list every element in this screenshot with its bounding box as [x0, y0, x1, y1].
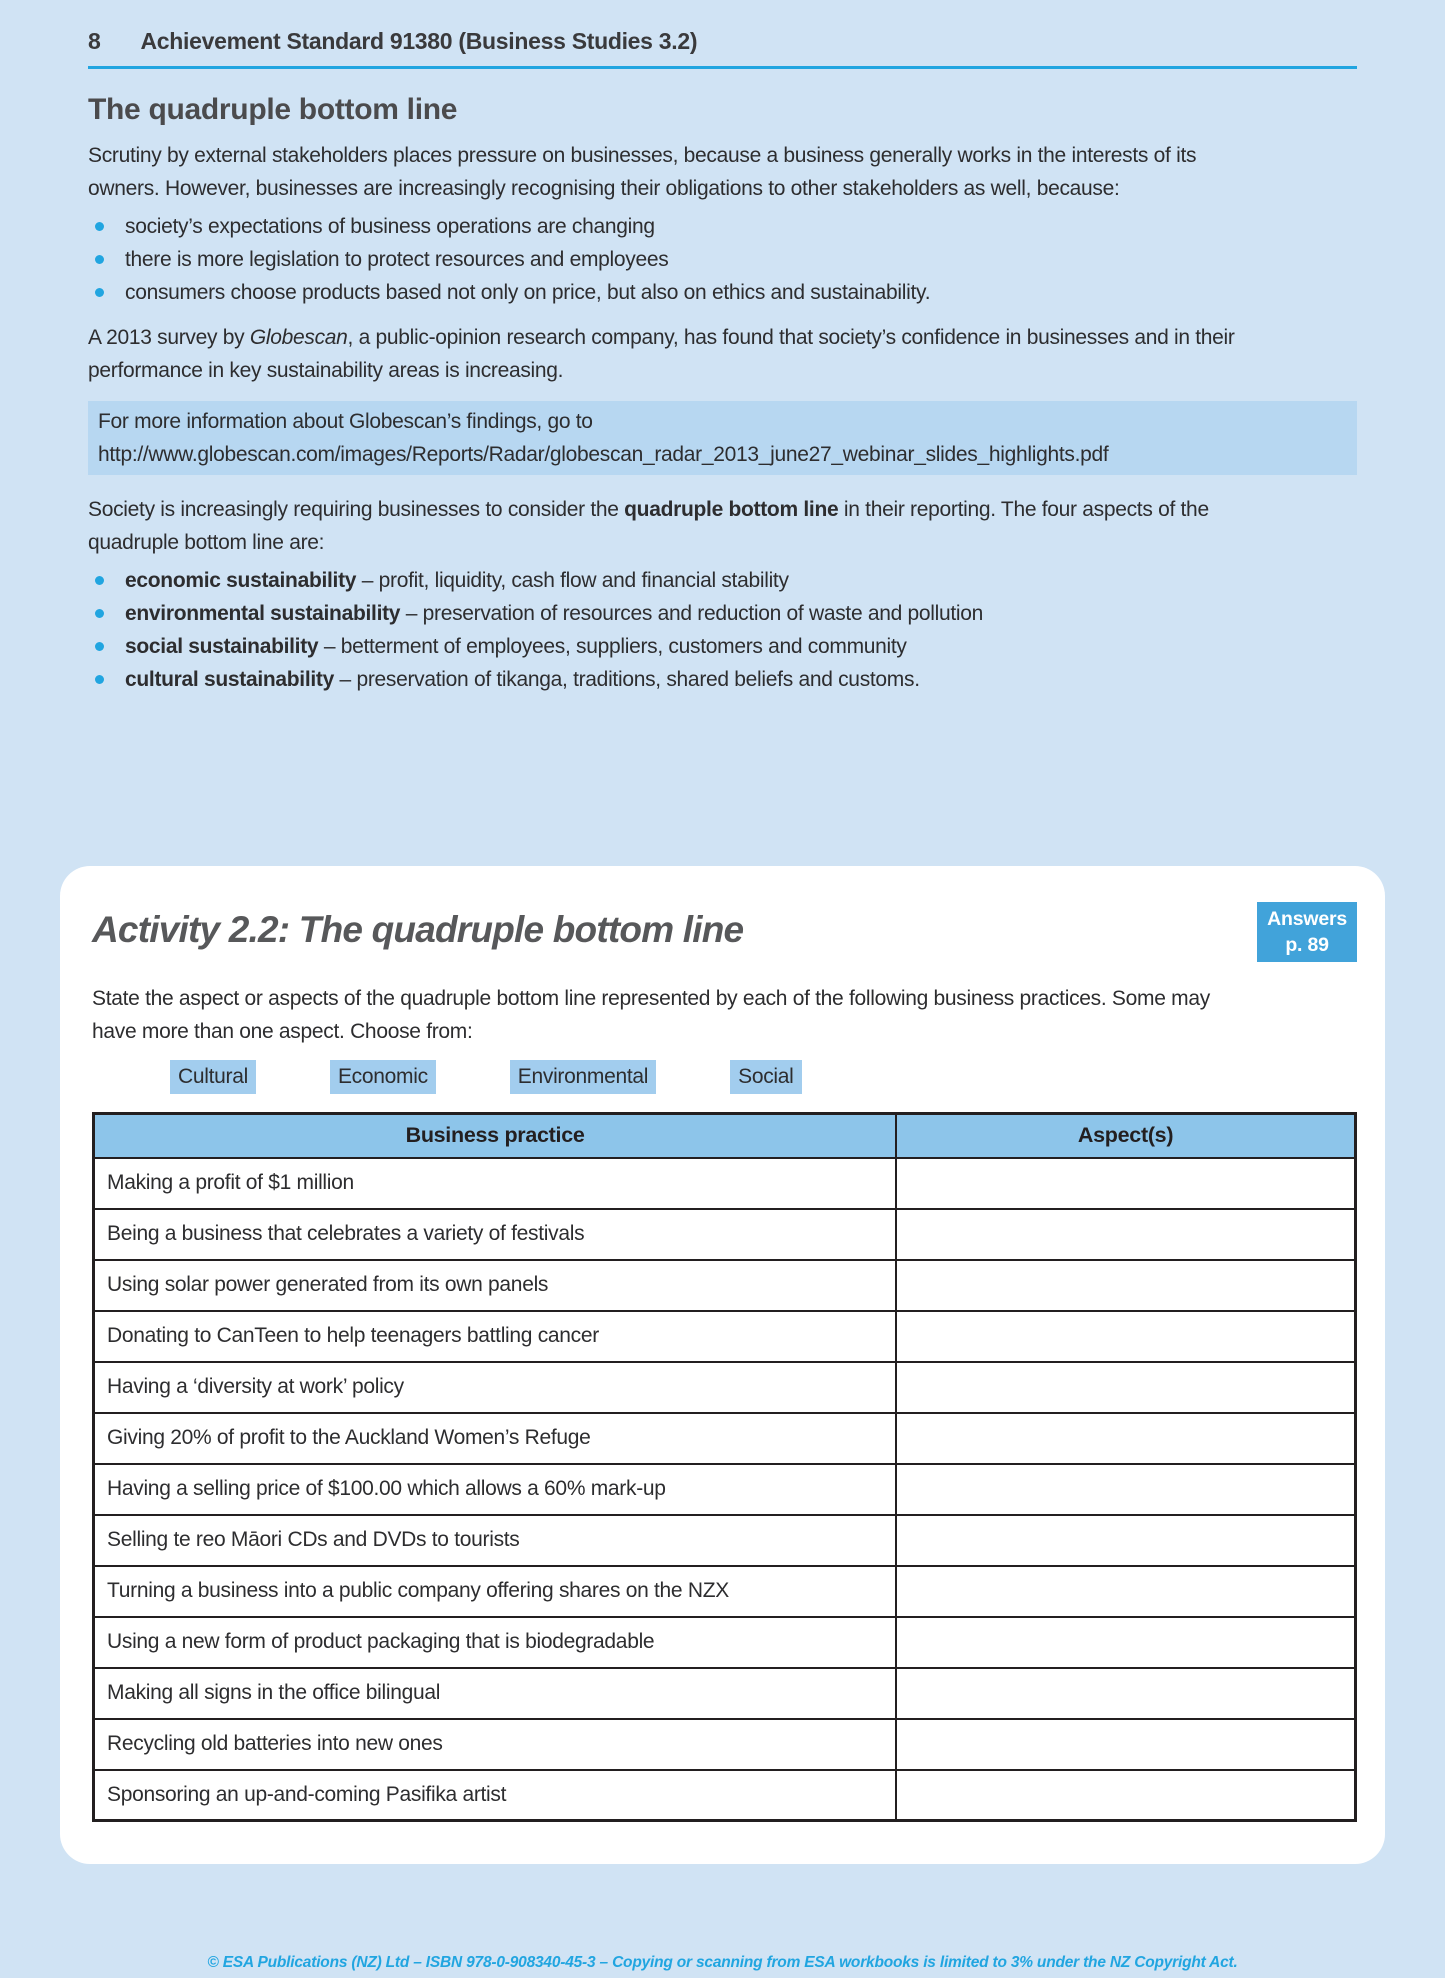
qbl-term: environmental sustainability	[125, 602, 401, 625]
info-box	[88, 401, 1357, 475]
business-practice-cell: Having a ‘diversity at work’ policy	[94, 1362, 897, 1413]
bullet-item: consumers choose products based not only on price, but also on ethics and sustainability.	[88, 276, 1238, 309]
table-row	[94, 1158, 1356, 1209]
survey-paragraph	[88, 321, 1238, 387]
table-row	[94, 1617, 1356, 1668]
bullet-item: there is more legislation to protect resources and employees	[88, 243, 1238, 276]
table-row	[94, 1566, 1356, 1617]
qbl-desc: – preservation of tikanga, traditions, shared beliefs and customs.	[334, 668, 920, 691]
qbl-term: social sustainability	[125, 635, 319, 658]
survey-text-pre: A 2013 survey by	[88, 326, 250, 349]
aspect-answer-cell	[896, 1413, 1355, 1464]
qbl-bullet-item	[88, 597, 1238, 630]
activity-title: Activity 2.2: The quadruple bottom line	[92, 909, 744, 950]
business-practice-cell: Making a profit of $1 million	[94, 1158, 897, 1209]
qbl-term: economic sustainability	[125, 569, 357, 592]
business-practice-cell: Turning a business into a public company offering shares on the NZX	[94, 1566, 897, 1617]
aspect-answer-cell	[896, 1311, 1355, 1362]
choice-chip-cultural: Cultural	[170, 1060, 256, 1094]
table-row	[94, 1362, 1356, 1413]
page-number: 8	[88, 28, 101, 54]
table-row	[94, 1668, 1356, 1719]
activity-card	[60, 866, 1385, 1864]
qbl-term: cultural sustainability	[125, 668, 334, 691]
aspect-answer-cell	[896, 1158, 1355, 1209]
business-practice-cell: Donating to CanTeen to help teenagers battling cancer	[94, 1311, 897, 1362]
page-header	[88, 0, 1357, 56]
answers-badge-label: Answers	[1267, 908, 1347, 930]
table-row	[94, 1413, 1356, 1464]
aspect-answer-cell	[896, 1719, 1355, 1770]
aspect-answer-cell	[896, 1464, 1355, 1515]
business-practice-cell: Using a new form of product packaging that is biodegradable	[94, 1617, 897, 1668]
business-practice-cell: Giving 20% of profit to the Auckland Women’s Refuge	[94, 1413, 897, 1464]
page-content	[0, 0, 1445, 696]
survey-text-post: , a public-opinion research company, has found that society’s confidence in businesses and in their performance in key sustainability areas is increasing.	[88, 326, 1235, 382]
business-practice-cell: Being a business that celebrates a variety of festivals	[94, 1209, 897, 1260]
qbl-text-pre: Society is increasingly requiring businesses to consider the	[88, 498, 625, 521]
info-box-line: For more information about Globescan’s findings, go to	[98, 410, 593, 433]
business-practice-cell: Using solar power generated from its own panels	[94, 1260, 897, 1311]
table-row	[94, 1311, 1356, 1362]
reasons-bullet-list	[88, 210, 1238, 309]
header-rule	[88, 66, 1357, 69]
aspect-answer-cell	[896, 1209, 1355, 1260]
table-row	[94, 1770, 1356, 1821]
intro-paragraph: Scrutiny by external stakeholders places pressure on businesses, because a business generally works in the interests of its owners. However, businesses are increasingly recognising their obligations to other stakeholders as well, because:	[88, 144, 1197, 200]
qbl-desc: – betterment of employees, suppliers, customers and community	[318, 635, 907, 658]
table-row	[94, 1209, 1356, 1260]
business-practice-cell: Making all signs in the office bilingual	[94, 1668, 897, 1719]
answers-badge-page: p. 89	[1285, 934, 1329, 956]
page-footer: © ESA Publications (NZ) Ltd – ISBN 978-0-908340-45-3 – Copying or scanning from ESA workbooks is limited to 3% under the NZ Copyright Act.	[207, 1954, 1238, 1971]
business-practice-cell: Recycling old batteries into new ones	[94, 1719, 897, 1770]
table-header-row	[94, 1114, 1356, 1158]
qbl-bullet-item	[88, 663, 1238, 696]
qbl-bullet-item	[88, 630, 1238, 663]
qbl-key-term: quadruple bottom line	[624, 498, 839, 521]
aspect-answer-cell	[896, 1362, 1355, 1413]
aspect-answer-cell	[896, 1770, 1355, 1821]
choice-chip-economic: Economic	[330, 1060, 436, 1094]
aspect-answer-cell	[896, 1515, 1355, 1566]
survey-company-name: Globescan	[249, 326, 348, 349]
qbl-bullet-list	[88, 564, 1238, 696]
business-practice-cell: Selling te reo Māori CDs and DVDs to tourists	[94, 1515, 897, 1566]
answers-badge	[1257, 902, 1357, 962]
business-practice-cell: Having a selling price of $100.00 which allows a 60% mark-up	[94, 1464, 897, 1515]
choice-chip-social: Social	[730, 1060, 801, 1094]
qbl-desc: – profit, liquidity, cash flow and financial stability	[356, 569, 789, 592]
qbl-paragraph	[88, 493, 1238, 559]
qbl-text-post: in their reporting. The four aspects of the quadruple bottom line are:	[88, 498, 1209, 554]
qbl-bullet-item	[88, 564, 1238, 597]
activity-instructions: State the aspect or aspects of the quadruple bottom line represented by each of the following business practices. Some may have more than one aspect. Choose from:	[92, 987, 1210, 1043]
info-box-url: http://www.globescan.com/images/Reports/Radar/globescan_radar_2013_june27_webinar_slides_highlights.pdf	[98, 443, 1109, 466]
table-header-aspects: Aspect(s)	[896, 1114, 1355, 1158]
aspect-answer-cell	[896, 1566, 1355, 1617]
practices-table	[92, 1112, 1357, 1822]
bullet-item: society’s expectations of business operations are changing	[88, 210, 1238, 243]
table-row	[94, 1464, 1356, 1515]
aspect-answer-cell	[896, 1617, 1355, 1668]
section-heading: The quadruple bottom line	[88, 93, 458, 126]
qbl-desc: – preservation of resources and reduction of waste and pollution	[400, 602, 984, 625]
aspect-answer-cell	[896, 1260, 1355, 1311]
header-title: Achievement Standard 91380 (Business Studies 3.2)	[140, 28, 698, 54]
activity-title-row	[92, 908, 1357, 962]
choices-row	[170, 1060, 1357, 1094]
table-row	[94, 1719, 1356, 1770]
business-practice-cell: Sponsoring an up-and-coming Pasifika artist	[94, 1770, 897, 1821]
choice-chip-environmental: Environmental	[510, 1060, 656, 1094]
table-row	[94, 1260, 1356, 1311]
table-header-business: Business practice	[94, 1114, 897, 1158]
table-row	[94, 1515, 1356, 1566]
aspect-answer-cell	[896, 1668, 1355, 1719]
